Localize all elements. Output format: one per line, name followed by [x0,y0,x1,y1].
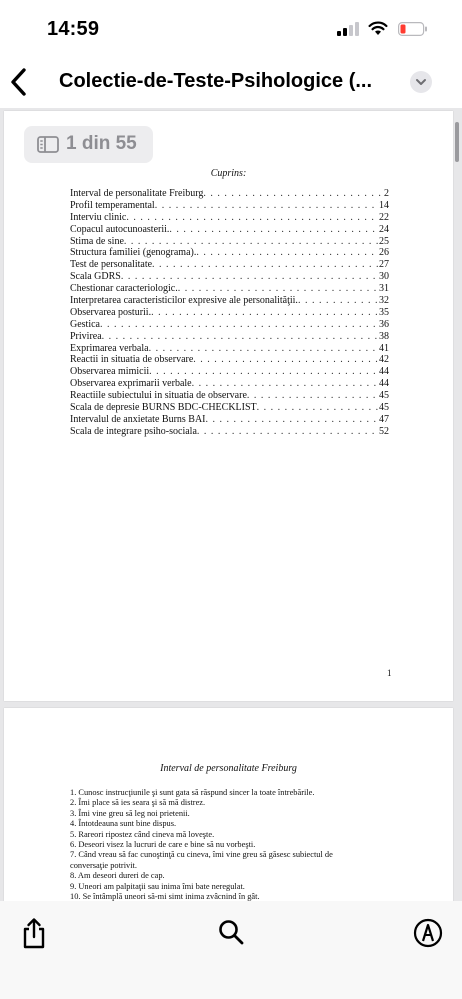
bottom-toolbar [0,901,462,999]
toc-entry: Scala de depresie BURNS BDC-CHECKLIST . . . 45 [70,402,389,414]
share-icon[interactable] [20,917,48,949]
toc-entry: Exprimarea verbala . . . 41 [70,343,389,355]
page-number: 1 [387,668,392,678]
status-time: 14:59 [47,18,100,40]
title-menu-button[interactable] [410,71,432,93]
toc-entry: Chestionar caracteriologic. . . . 31 [70,283,389,295]
sidebar-icon [37,136,59,153]
toc-entry: Interpretarea caracteristicilor expresive ale personalităţii. . . . 32 [70,295,389,307]
toc-entry: Gestica . . . 36 [70,319,389,331]
list-item: 8. Am deseori dureri de cap. [70,871,165,881]
toc-entry: Profil temperamental . . . 14 [70,200,389,212]
list-item: 10. Se întâmplă uneori să-mi simt inima zvâcnind în gât. [70,892,260,901]
back-icon[interactable] [8,65,30,99]
list-item: 6. Deseori visez la lucruri de care e bine să nu vorbeşti. [70,840,256,850]
toc-entry: Scala GDRS . . . 30 [70,271,389,283]
chevron-down-icon [410,71,432,93]
pdf-page-2 [4,708,453,901]
page-indicator-label: 1 din 55 [66,133,137,154]
toc-entry: Structura familiei (genograma). . . . 26 [70,247,389,259]
page-indicator[interactable] [24,126,153,163]
scroll-indicator[interactable] [455,122,459,162]
list-item: 2. Îmi place să ies seara şi să mă distrez. [70,798,206,808]
toc-entry: Reactii in situatia de observare . . . 42 [70,354,389,366]
document-title: Colectie-de-Teste-Psihologice (... [59,70,373,92]
toc-entry: Observarea mimicii . . . 44 [70,366,389,378]
list-item: 1. Cunosc instrucţiunile şi sunt gata să răspund sincer la toate întrebările. [70,788,315,797]
section-title: Interval de personalitate Freiburg [160,763,297,774]
list-item: 7. Când vreau să fac cunoştinţă cu cineva, îmi vine greu să găsesc subiectul de conversaţie potrivit. [70,850,333,870]
search-icon[interactable] [218,919,244,945]
list-item: 3. Îmi vine greu să leg noi prietenii. [70,808,190,818]
toc-title: Cuprins: [210,168,247,179]
toc-entry: Observarea posturii. . . . 35 [70,307,389,319]
wifi-icon [368,21,388,36]
toc-entry: Copacul autocunoasterii. . . . 24 [70,224,389,236]
toc-entry: Interviu clinic . . . 22 [70,212,389,224]
navigation-bar [0,60,462,108]
pdf-page-1 [4,111,453,701]
list-item: 4. Întotdeauna sunt bine dispus. [70,819,177,829]
markup-icon[interactable] [413,918,443,948]
toc-entry: Interval de personalitate Freiburg . . . 2 [70,188,389,200]
battery-icon [398,22,428,36]
toc-entry: Test de personalitate . . . 27 [70,259,389,271]
list-item: 5. Rareori ripostez când cineva mă loveşte. [70,829,215,839]
toc-entry: Scala de integrare psiho-sociala . . . 52 [70,426,389,438]
signal-icon [337,22,359,36]
status-bar [0,0,462,60]
toc-entry: Privirea . . . 38 [70,331,389,343]
question-list [70,788,370,901]
document-viewer[interactable] [0,108,462,901]
toc-entry: Observarea exprimarii verbale . . . 44 [70,378,389,390]
list-item: 9. Uneori am palpitaţii sau inima îmi bate neregulat. [70,881,245,891]
toc-entry: Reactiile subiectului in situatia de observare . . . 45 [70,390,389,402]
toc-entry: Intervalul de anxietate Burns BAI . . . 47 [70,414,389,426]
table-of-contents [70,188,389,438]
toc-entry: Stima de sine . . . 25 [70,236,389,248]
